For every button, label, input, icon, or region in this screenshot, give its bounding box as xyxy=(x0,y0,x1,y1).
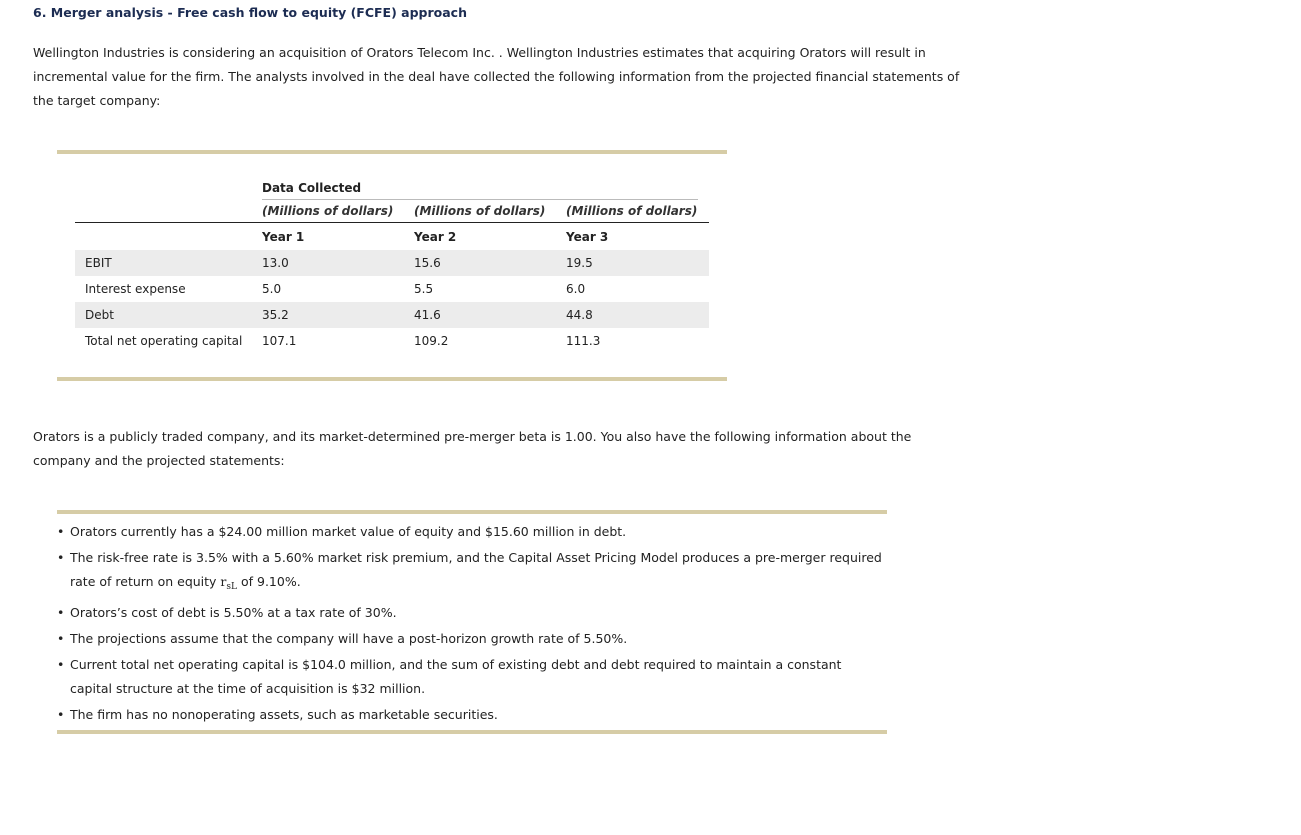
list-item-text: The risk-free rate is 3.5% with a 5.60% market risk premium, and the Capital Asset Pricing Model produces a pre-merger required rate of return on equity xyxy=(70,550,882,589)
list-item-text: The firm has no nonoperating assets, such as marketable securities. xyxy=(70,707,498,722)
cell-value: 35.2 xyxy=(262,308,289,322)
list-item xyxy=(57,601,887,625)
symbol-r: r xyxy=(220,574,227,589)
required-return-symbol xyxy=(220,574,238,592)
bullet-icon: • xyxy=(57,550,65,565)
table-row-ebit xyxy=(75,250,709,276)
bullet-icon: • xyxy=(57,524,65,539)
intro-paragraph: Wellington Industries is considering an acquisition of Orators Telecom Inc. . Wellington Industries estimates that acquiring Orators will result in incremental value for the firm. The analysts involved in the deal have collected the following information from the projected financial statements of the target company: xyxy=(33,45,960,108)
row-label: EBIT xyxy=(85,256,112,270)
table-row-debt xyxy=(75,302,709,328)
row-label: Interest expense xyxy=(85,282,186,296)
assumptions-list xyxy=(57,520,887,729)
list-item xyxy=(57,703,887,727)
cell-value: 41.6 xyxy=(414,308,441,322)
symbol-subscript: sL xyxy=(226,582,238,592)
units-divider xyxy=(75,222,709,223)
cell-value: 5.5 xyxy=(414,282,434,296)
table-row-total-net-operating-capital xyxy=(75,328,709,354)
cell-value: 5.0 xyxy=(262,282,282,296)
bullet-icon: • xyxy=(57,605,65,620)
table-row-interest-expense xyxy=(75,276,709,302)
list-item-text: Current total net operating capital is $104.0 million, and the sum of existing debt and debt required to maintain a constant capital structure at the time of acquisition is $32 million. xyxy=(70,657,842,696)
cell-value: 109.2 xyxy=(414,334,449,348)
cell-value: 6.0 xyxy=(566,282,586,296)
units-year-1: (Millions of dollars) xyxy=(262,204,394,218)
list-item xyxy=(57,520,887,544)
list-item xyxy=(57,653,887,701)
year-3-header: Year 3 xyxy=(566,230,609,244)
list-item xyxy=(57,627,887,651)
bullet-icon: • xyxy=(57,657,65,672)
list-item-text: Orators’s cost of debt is 5.50% at a tax rate of 30%. xyxy=(70,605,397,620)
table-bottom-rule xyxy=(57,377,727,381)
table-body xyxy=(75,250,709,354)
units-year-2: (Millions of dollars) xyxy=(414,204,546,218)
cell-value: 19.5 xyxy=(566,256,593,270)
row-label: Total net operating capital xyxy=(85,334,243,348)
units-year-3: (Millions of dollars) xyxy=(566,204,698,218)
cell-value: 111.3 xyxy=(566,334,601,348)
year-1-header: Year 1 xyxy=(262,230,305,244)
bullets-top-rule xyxy=(57,510,887,514)
list-item-text: Orators currently has a $24.00 million market value of equity and $15.60 million in debt. xyxy=(70,524,627,539)
bullets-bottom-rule xyxy=(57,730,887,734)
bullet-icon: • xyxy=(57,631,65,646)
cell-value: 44.8 xyxy=(566,308,593,322)
problem-title: 6. Merger analysis - Free cash flow to equity (FCFE) approach xyxy=(33,5,467,20)
units-row xyxy=(75,200,709,223)
list-item xyxy=(57,546,887,599)
row-label: Debt xyxy=(85,308,114,322)
cell-value: 15.6 xyxy=(414,256,441,270)
list-item-text: of 9.10%. xyxy=(237,574,301,589)
year-2-header: Year 2 xyxy=(414,230,457,244)
bullet-icon: • xyxy=(57,707,65,722)
cell-value: 107.1 xyxy=(262,334,297,348)
table-top-rule xyxy=(57,150,727,154)
cell-value: 13.0 xyxy=(262,256,289,270)
data-collected-header: Data Collected xyxy=(262,181,362,195)
list-item-text: The projections assume that the company will have a post-horizon growth rate of 5.50%. xyxy=(70,631,628,646)
year-header-row xyxy=(75,224,709,250)
company-info-paragraph: Orators is a publicly traded company, and its market-determined pre-merger beta is 1.00. You also have the following information about the company and the projected statements: xyxy=(33,429,912,468)
